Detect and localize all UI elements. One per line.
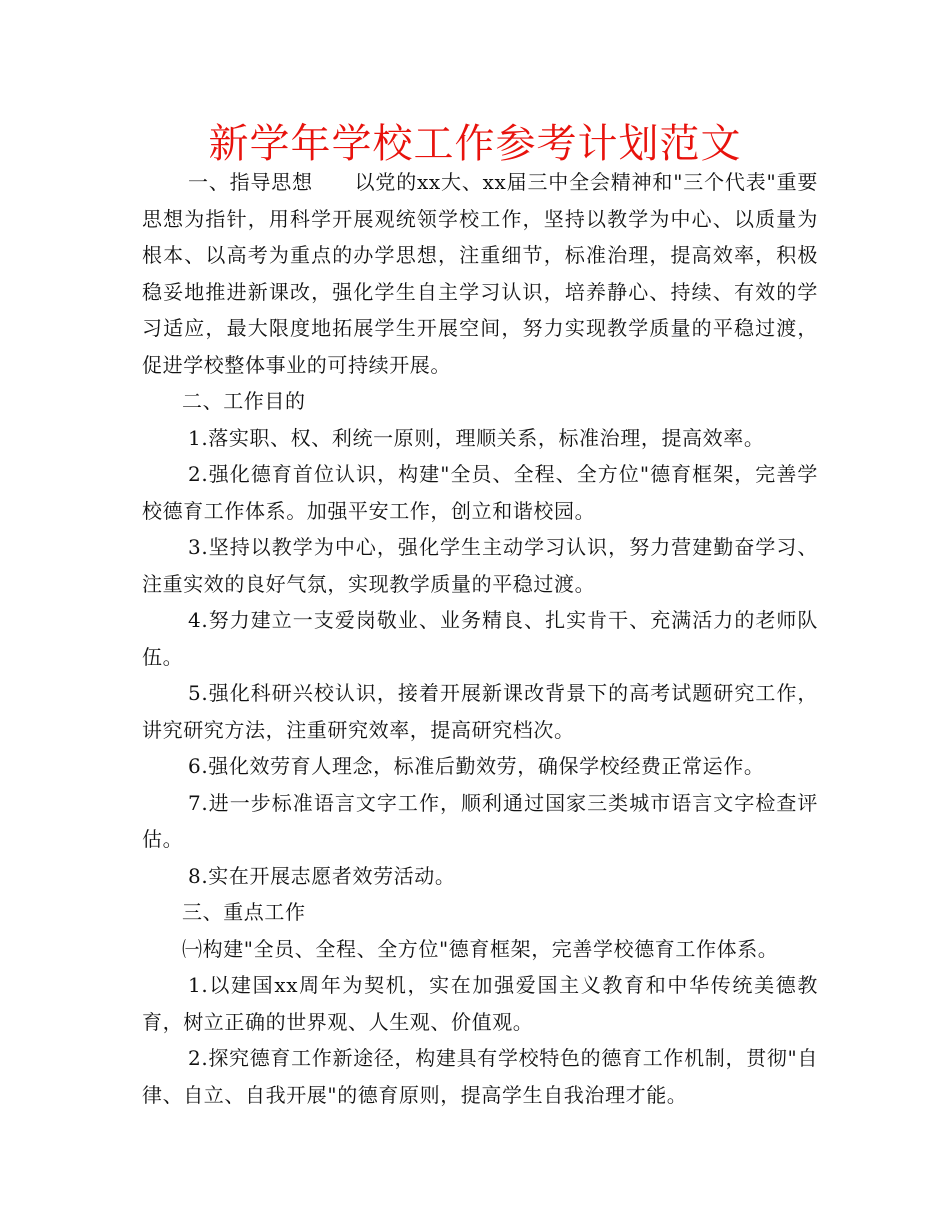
goal-item-5: 5.强化科研兴校认识，接着开展新课改背景下的高考试题研究工作，讲究研究方法，注重研究效率，提高研究档次。: [142, 681, 818, 742]
key-work-item-1: 1.以建国xx周年为契机，实在加强爱国主义教育和中华传统美德教育，树立正确的世界观、人生观、价值观。: [142, 973, 818, 1034]
goal-item-3: 3.坚持以教学为中心，强化学生主动学习认识，努力营建勤奋学习、注重实效的良好气氛，实现教学质量的平稳过渡。: [142, 535, 818, 596]
document-title: 新学年学校工作参考计划范文: [208, 121, 742, 167]
heading-work-goals: 二、工作目的: [182, 389, 306, 413]
paragraph-guiding-thought: 一、指导思想 以党的xx大、xx届三中全会精神和"三个代表"重要思想为指针，用科学开展观统领学校工作，坚持以教学为中心、以质量为根本、以高考为重点的办学思想，注重细节，标准治理，提高效率，积极稳妥地推进新课改，强化学生自主学习认识，培养静心、持续、有效的学习适应，最大限度地拓展学生开展空间，努力实现教学质量的平稳过渡，促进学校整体事业的可持续开展。: [142, 170, 818, 377]
goal-item-8: 8.实在开展志愿者效劳活动。: [188, 863, 456, 888]
document-body: [142, 164, 818, 1113]
goal-item-7: 7.进一步标准语言文字工作，顺利通过国家三类城市语言文字检查评估。: [142, 790, 818, 851]
heading-key-work: 三、重点工作: [182, 900, 306, 924]
key-work-item-2: 2.探究德育工作新途径，构建具有学校特色的德育工作机制，贯彻"自律、自立、自我开展"的德育原则，提高学生自我治理才能。: [142, 1046, 818, 1107]
goal-item-1: 1.落实职、权、利统一原则，理顺关系，标准治理，提高效率。: [188, 425, 765, 450]
key-work-subheading-1: ㈠构建"全员、全程、全方位"德育框架，完善学校德育工作体系。: [182, 936, 779, 961]
goal-item-2: 2.强化德育首位认识，构建"全员、全程、全方位"德育框架，完善学校德育工作体系。加强平安工作，创立和谐校园。: [142, 462, 818, 523]
goal-item-4: 4.努力建立一支爱岗敬业、业务精良、扎实肯干、充满活力的老师队伍。: [142, 608, 818, 669]
goal-item-6: 6.强化效劳育人理念，标准后勤效劳，确保学校经费正常运作。: [188, 754, 765, 778]
